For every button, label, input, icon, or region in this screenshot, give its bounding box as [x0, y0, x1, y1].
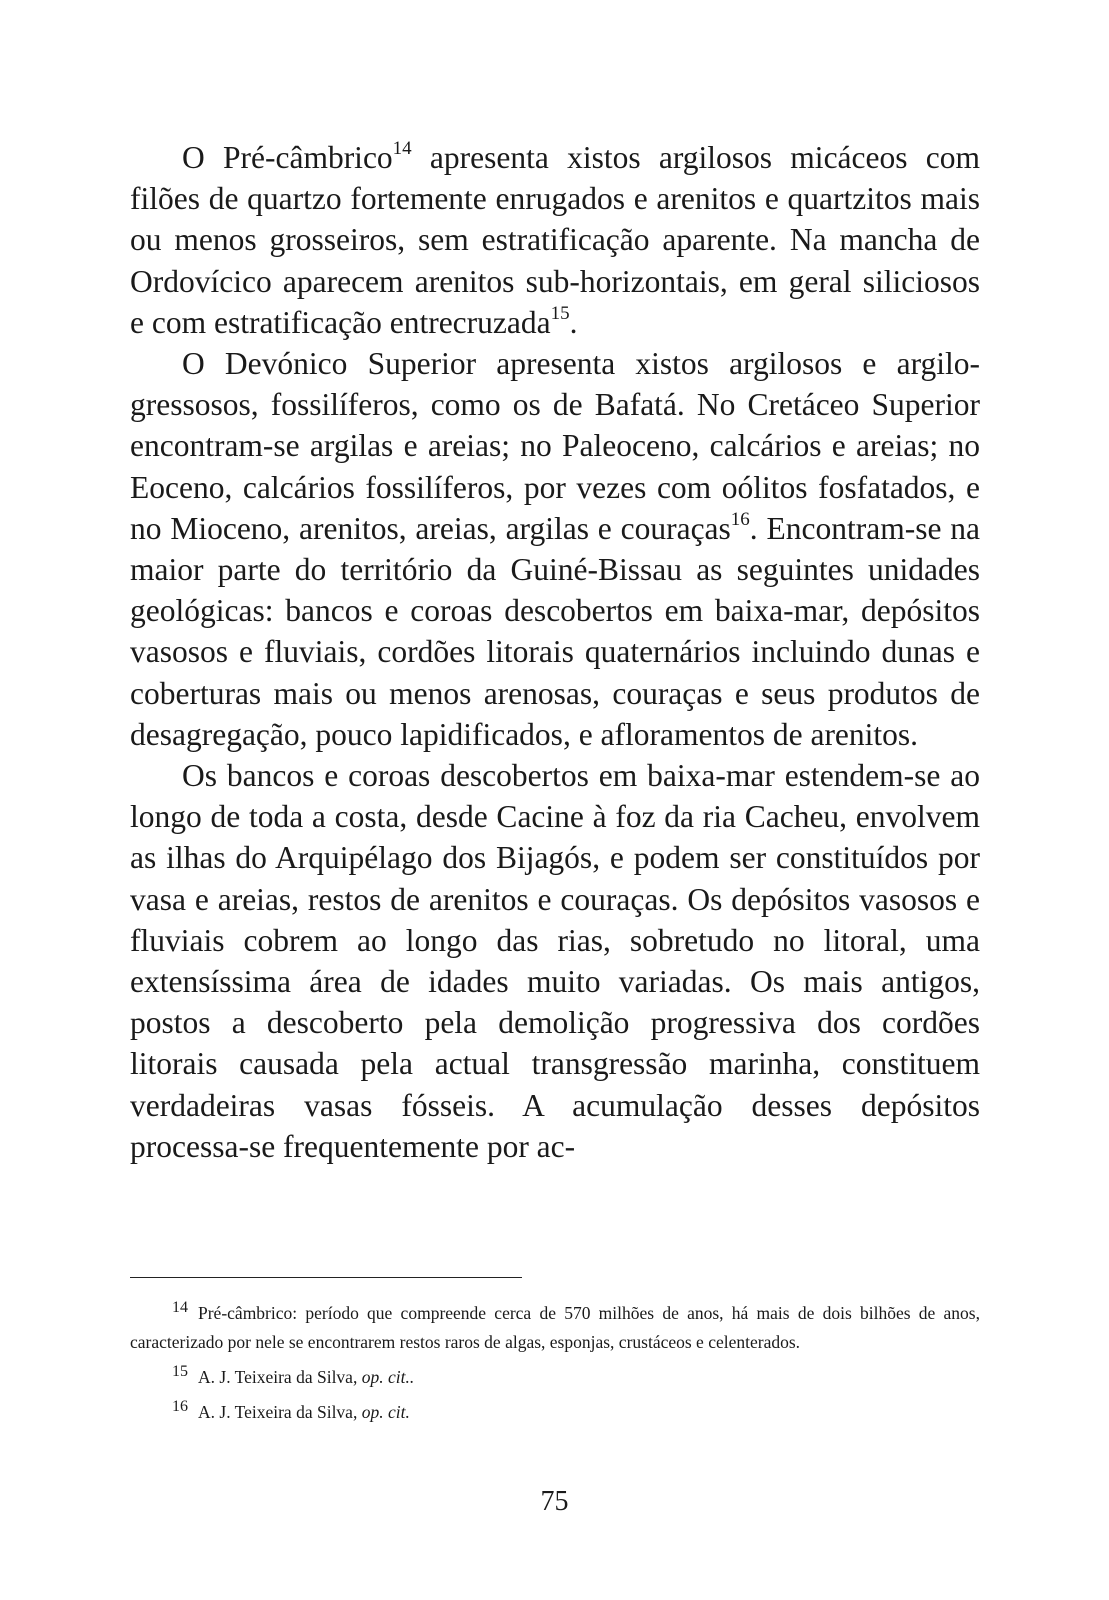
paragraph-1-text-a: O Pré-câmbrico	[182, 140, 393, 175]
footnote-ref-14: 14	[392, 137, 412, 159]
paragraph-1-text-b: apresenta xistos argilosos micáceos com filões de quartzo fortemente enrugados e arenitos e quartzitos mais ou menos grosseiros, sem estratificação aparente. Na mancha de Ordovícico aparecem arenitos sub-horizontais, em geral siliciosos e com estratificação entrecruzada	[130, 140, 980, 340]
paragraph-1-text-c: .	[569, 304, 578, 340]
footnotes	[130, 1293, 980, 1428]
footnote-number: 15	[172, 1363, 188, 1381]
footnote-16	[130, 1392, 980, 1427]
paragraph-1	[130, 137, 980, 343]
paragraph-2-text-a: O Devónico Superior apresenta xistos argilosos e argilo-gressosos, fossilíferos, como os de Bafatá. No Cretáceo Superior encontram-se argilas e areias; no Paleoceno, calcários e areias; no Eoceno, calcários fossilíferos, por vezes com oólitos fosfatados, e no Mioceno, arenitos, areias, argilas e couraças	[130, 346, 980, 546]
paragraph-2	[130, 343, 980, 755]
footnote-citation: op. cit..	[361, 1367, 415, 1388]
footnote-separator	[130, 1277, 522, 1278]
footnote-ref-16: 16	[730, 508, 750, 530]
paragraph-3: Os bancos e coroas descobertos em baixa-mar estendem-se ao longo de toda a costa, desde Cacine à foz da ria Cacheu, envolvem as ilhas do Arquipélago dos Bijagós, e podem ser constituídos por vasa e areias, restos de arenitos e couraças. Os depósitos vasosos e fluviais cobrem ao longo das rias, sobretudo no litoral, uma extensíssima área de idades muito variadas. Os mais antigos, postos a descoberto pela demolição progressiva dos cordões litorais causada pela actual transgressão marinha, constituem verdadeiras vasas fósseis. A acumulação desses depósitos processa-se frequentemente por ac-	[130, 758, 980, 1164]
paragraph-2-text-b: . Encontram-se na maior parte do território da Guiné-Bissau as seguintes unidades geológicas: bancos e coroas descobertos em baixa-mar, depósitos vasosos e fluviais, cordões litorais quaternários incluindo dunas e coberturas mais ou menos arenosas, couraças e seus produtos de desagregação, pouco lapidificados, e afloramentos de arenitos.	[130, 510, 980, 752]
footnote-15	[130, 1357, 980, 1392]
footnote-text: A. J. Teixeira da Silva,	[198, 1367, 362, 1388]
footnote-text: Pré-câmbrico: período que compreende cerca de 570 milhões de anos, há mais de dois bilhões de anos, caracterizado por nele se encontrarem restos raros de algas, esponjas, crustáceos e celenterados.	[130, 1303, 980, 1353]
footnote-number: 14	[172, 1299, 188, 1316]
page-number: 75	[540, 1486, 569, 1517]
footnote-citation: op. cit.	[361, 1402, 410, 1423]
footnote-14	[130, 1293, 980, 1357]
footnote-number: 16	[172, 1398, 188, 1416]
main-text	[130, 137, 980, 1167]
footnote-text: A. J. Teixeira da Silva,	[198, 1402, 362, 1423]
footnote-ref-15: 15	[550, 302, 570, 324]
